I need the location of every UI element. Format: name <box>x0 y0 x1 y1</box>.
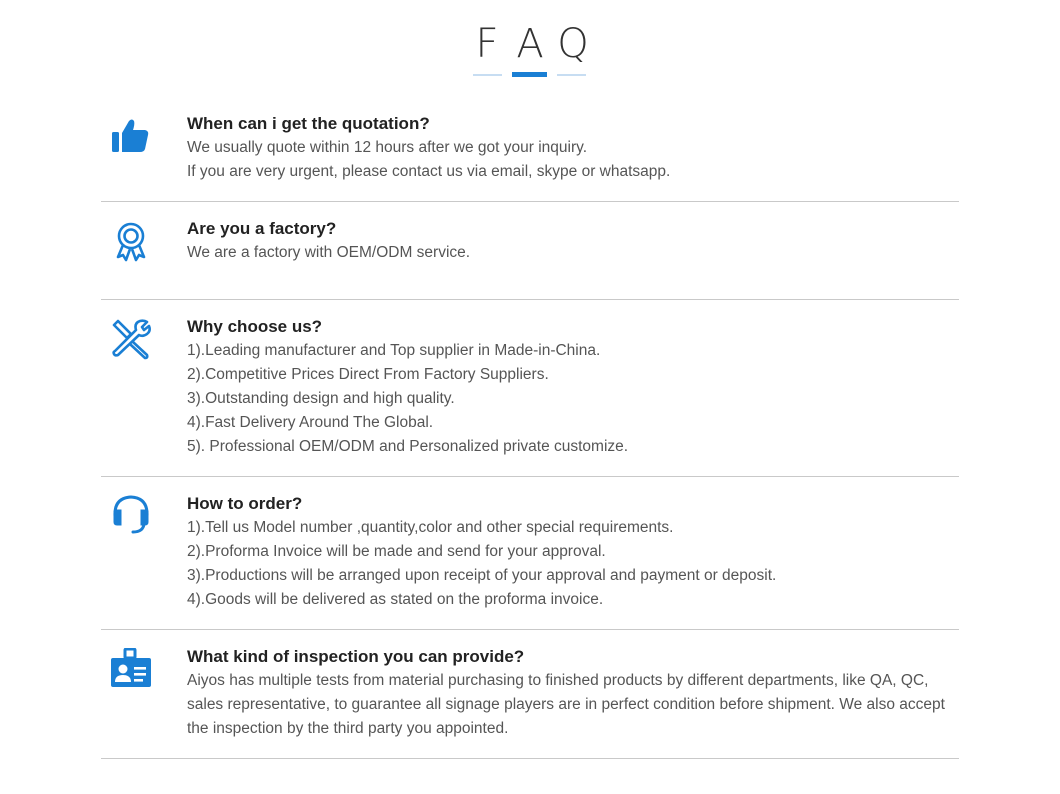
faq-answer-line: We usually quote within 12 hours after we got your inquiry. <box>187 139 588 156</box>
faq-answer-line: If you are very urgent, please contact us via email, skype or whatsapp. <box>187 163 671 180</box>
faq-answer-paragraph: Aiyos has multiple tests from material purchasing to finished products by different departments, like QA, QC, sales representative, to guarantee all signage players are in perfect condition before shipment. We also accept the inspection by the third party you appointed. <box>187 672 945 737</box>
title-underline-active <box>512 72 547 77</box>
id-badge-icon <box>109 648 153 692</box>
faq-answer-line: 3).Outstanding design and high quality. <box>187 390 455 407</box>
headset-icon <box>109 492 153 536</box>
faq-answer-line: 5). Professional OEM/ODM and Personalized private customize. <box>187 438 629 455</box>
faq-answer-line: 1).Leading manufacturer and Top supplier in Made-in-China. <box>187 342 601 359</box>
thumbs-up-icon <box>109 115 153 159</box>
faq-item-why-choose <box>101 300 959 477</box>
faq-item-how-to-order <box>101 477 959 630</box>
faq-question: How to order? <box>187 494 303 513</box>
faq-answer-line: 4).Fast Delivery Around The Global. <box>187 414 434 431</box>
title-underline <box>473 71 587 79</box>
faq-answer-line: 2).Competitive Prices Direct From Factory Suppliers. <box>187 366 549 383</box>
faq-answer-line: We are a factory with OEM/ODM service. <box>187 244 471 261</box>
page-title <box>466 20 595 68</box>
award-badge-icon <box>109 220 153 264</box>
title-underline-left <box>473 74 502 76</box>
tools-icon <box>109 317 153 361</box>
faq-question: Are you a factory? <box>187 219 337 238</box>
faq-answer-line: 4).Goods will be delivered as stated on the proforma invoice. <box>187 591 604 608</box>
faq-answer-line: 3).Productions will be arranged upon receipt of your approval and payment or deposit. <box>187 567 777 584</box>
faq-answer-line: 2).Proforma Invoice will be made and send for your approval. <box>187 543 606 560</box>
faq-item-inspection <box>101 630 959 759</box>
faq-item-quotation <box>101 110 959 202</box>
faq-question: Why choose us? <box>187 317 323 336</box>
title-letter-f: F <box>475 21 499 67</box>
title-letter-a: A <box>516 21 544 67</box>
faq-item-factory <box>101 202 959 300</box>
title-underline-right <box>557 74 586 76</box>
faq-answer-line: 1).Tell us Model number ,quantity,color and other special requirements. <box>187 519 674 536</box>
title-letter-q: Q <box>557 21 589 67</box>
faq-header <box>0 20 1060 68</box>
faq-question: When can i get the quotation? <box>187 114 430 133</box>
faq-question: What kind of inspection you can provide? <box>187 647 525 666</box>
